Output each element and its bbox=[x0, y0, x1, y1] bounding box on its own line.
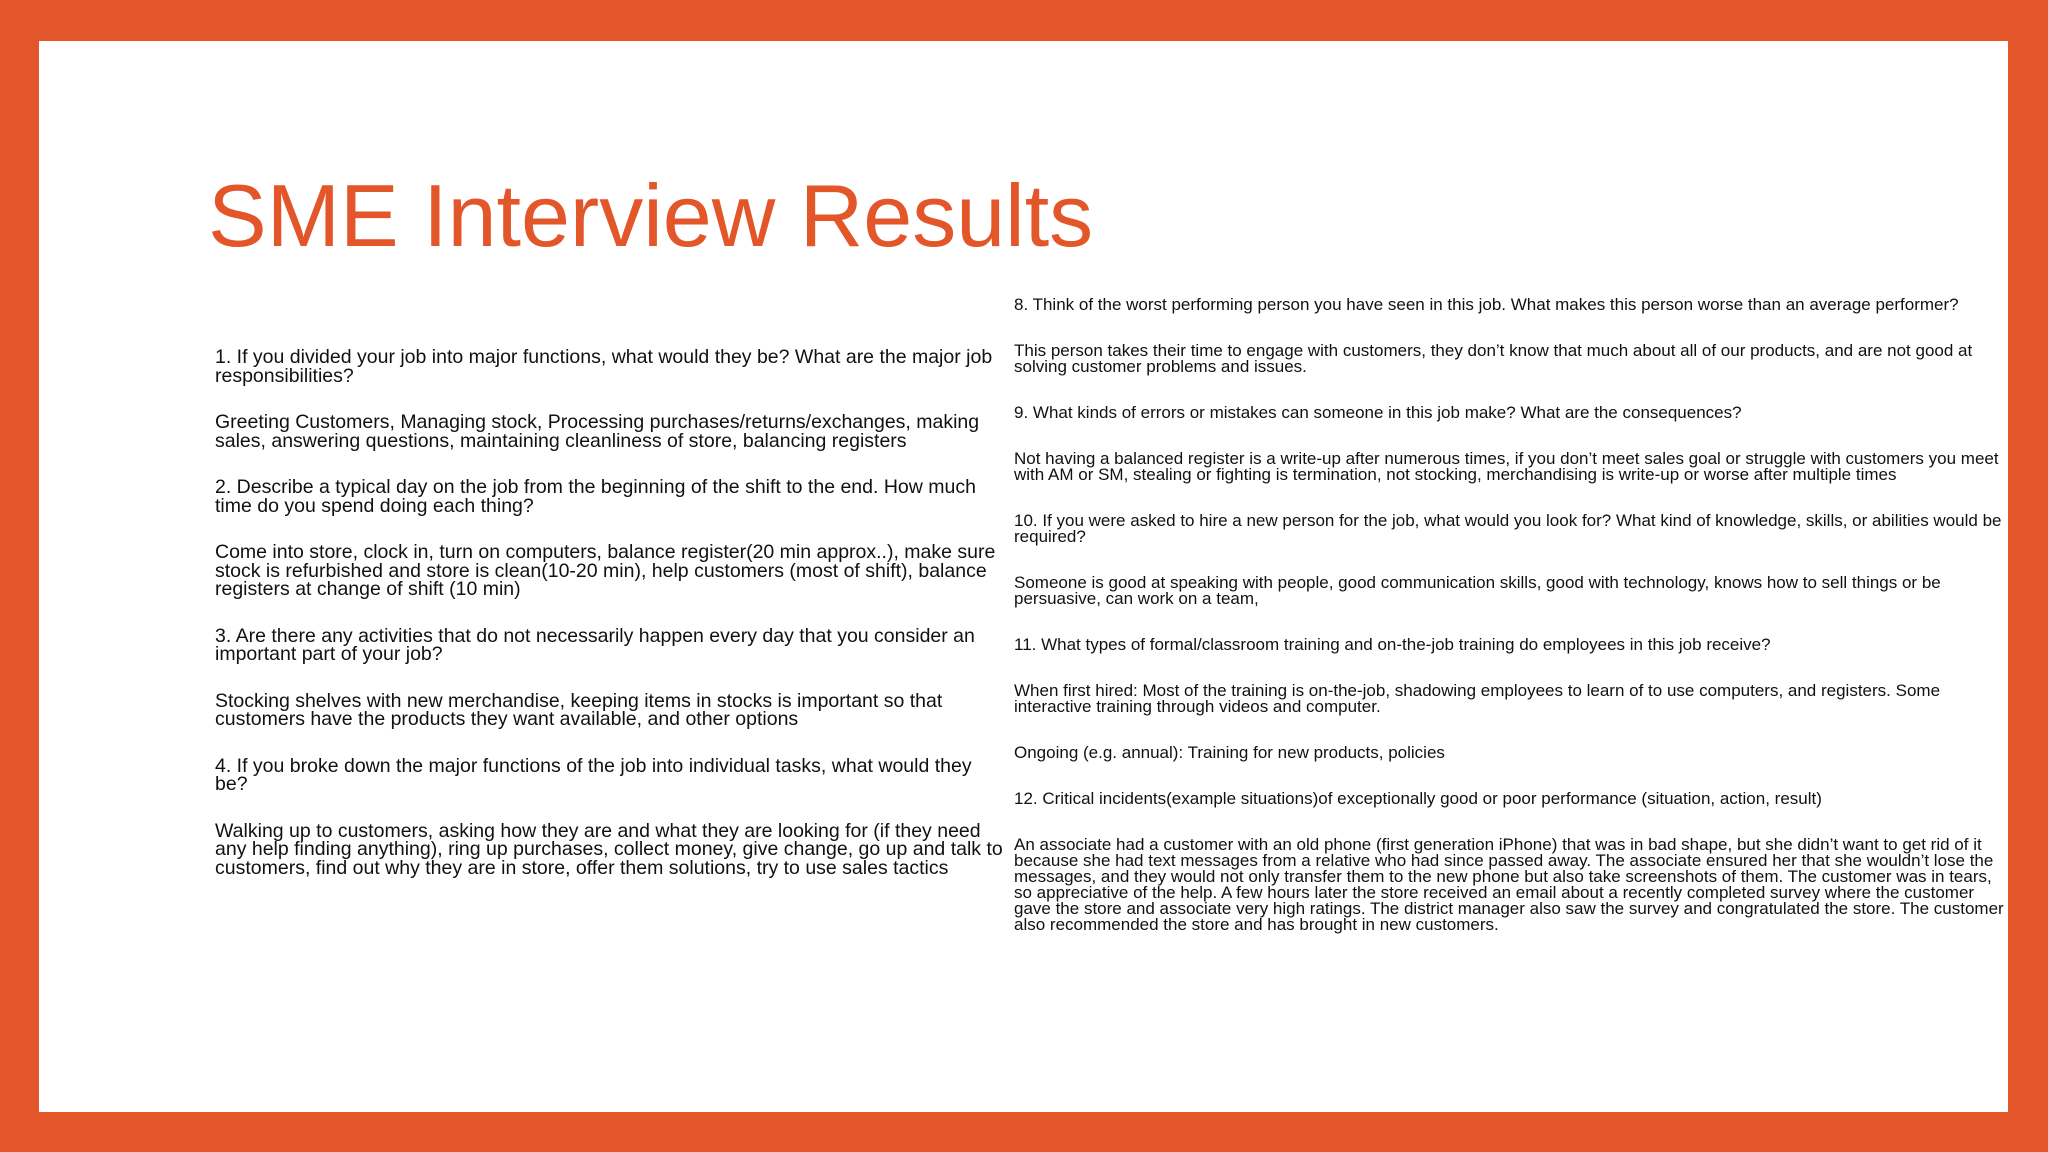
question-10: 10. If you were asked to hire a new person for the job, what would you look for? What kind of knowledge, skills, or abilities would be required? bbox=[1014, 511, 2002, 546]
question-9: 9. What kinds of errors or mistakes can someone in this job make? What are the consequences? bbox=[1014, 403, 1742, 422]
slide bbox=[39, 41, 2008, 1112]
answer-3: Stocking shelves with new merchandise, keeping items in stocks is important so that customers have the products they want available, and other options bbox=[215, 689, 943, 730]
answer-1: Greeting Customers, Managing stock, Processing purchases/returns/exchanges, making sales, answering questions, maintaining cleanliness of store, balancing registers bbox=[215, 411, 980, 452]
question-3: 3. Are there any activities that do not necessarily happen every day that you consider an important part of your job? bbox=[215, 624, 975, 665]
slide-title: SME Interview Results bbox=[208, 166, 1094, 265]
answer-10: Someone is good at speaking with people, good communication skills, good with technology, knows how to sell things or be persuasive, can work on a team, bbox=[1014, 573, 1941, 608]
answer-4: Walking up to customers, asking how they are and what they are looking for (if they need any help finding anything), ring up purchases, collect money, give change, go up and talk to customers, find out why they are in store, offer them solutions, try to use sales tactics bbox=[215, 819, 1003, 879]
question-8: 8. Think of the worst performing person you have seen in this job. What makes this person worse than an average performer? bbox=[1014, 295, 1959, 314]
answer-12: An associate had a customer with an old phone (first generation iPhone) that was in bad shape, but she didn’t want to get rid of it because she had text messages from a relative who had since passed away. The associate ensured her that she wouldn’t lose the messages, and they would not only transfer them to the new phone but also take screenshots of them. The customer was in tears, so appreciative of the help. A few hours later the store received an email about a recently completed survey where the customer gave the store and associate very high ratings. The district manager also saw the survey and congratulated the store. The customer also recommended the store and has brought in new customers. bbox=[1014, 835, 2004, 934]
question-1: 1. If you divided your job into major functions, what would they be? What are the major job responsibilities? bbox=[215, 346, 993, 387]
answer-9: Not having a balanced register is a write-up after numerous times, if you don’t meet sales goal or struggle with customers you meet with AM or SM, stealing or fighting is termination, not stocking, merchandising is write-up or worse after multiple times bbox=[1014, 449, 1999, 484]
answer-8: This person takes their time to engage with customers, they don’t know that much about all of our products, and are not good at solving customer problems and issues. bbox=[1014, 341, 1973, 376]
question-12: 12. Critical incidents(example situations)of exceptionally good or poor performance (situation, action, result) bbox=[1014, 789, 1822, 808]
answer-2: Come into store, clock in, turn on computers, balance register(20 min approx..), make sure stock is refurbished and store is clean(10-20 min), help customers (most of shift), balance registers at change of shift (10 min) bbox=[215, 541, 996, 600]
answer-11-first-hired: When first hired: Most of the training is on-the-job, shadowing employees to learn of to use computers, and registers. Some interactive training through videos and computer. bbox=[1014, 681, 1941, 716]
left-text-column bbox=[215, 348, 1005, 877]
right-text-column bbox=[1014, 297, 2009, 933]
answer-11-ongoing: Ongoing (e.g. annual): Training for new products, policies bbox=[1014, 743, 1445, 762]
question-4: 4. If you broke down the major functions of the job into individual tasks, what would they be? bbox=[215, 754, 972, 795]
question-11: 11. What types of formal/classroom training and on-the-job training do employees in this job receive? bbox=[1014, 635, 1771, 654]
question-2: 2. Describe a typical day on the job from the beginning of the shift to the end. How much time do you spend doing each thing? bbox=[215, 476, 976, 517]
